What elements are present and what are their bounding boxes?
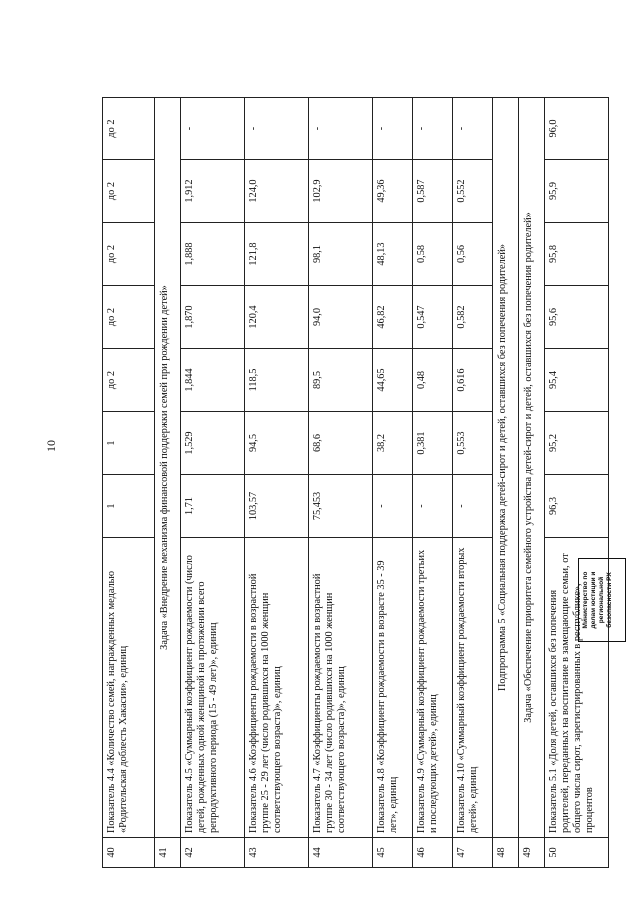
- value-cell: 48,13: [373, 223, 413, 286]
- indicator-label: Показатель 4.9 «Суммарный коэффициент рождаемости третьих и последующих детей», единиц: [413, 538, 453, 838]
- row-number: 50: [545, 838, 609, 868]
- value-cell: 120,4: [245, 286, 309, 349]
- value-cell: -: [413, 475, 453, 538]
- table-row: [519, 98, 545, 868]
- row-number: 48: [493, 838, 519, 868]
- value-cell: 1,529: [181, 412, 245, 475]
- value-cell: 94,0: [309, 286, 373, 349]
- row-number: 42: [181, 838, 245, 868]
- section-heading: Задача «Внедрение механизма финансовой поддержки семей при рождении детей»: [155, 98, 181, 838]
- table-row: [373, 98, 413, 868]
- value-cell: 44,65: [373, 349, 413, 412]
- section-heading: Подпрограмма 5 «Социальная поддержка детей-сирот и детей, оставшихся без попечения родителей»: [493, 98, 519, 838]
- value-cell: 46,82: [373, 286, 413, 349]
- value-cell: 102,9: [309, 160, 373, 223]
- row-number: 46: [413, 838, 453, 868]
- value-cell: -: [453, 475, 493, 538]
- value-cell: 1,888: [181, 223, 245, 286]
- value-cell: -: [245, 98, 309, 160]
- value-cell: 95,6: [545, 286, 609, 349]
- value-cell: 0,547: [413, 286, 453, 349]
- value-cell: 1,844: [181, 349, 245, 412]
- value-cell: 98,1: [309, 223, 373, 286]
- value-cell: до 2: [103, 286, 155, 349]
- table-row: [155, 98, 181, 868]
- value-cell: 0,58: [413, 223, 453, 286]
- value-cell: 49,36: [373, 160, 413, 223]
- row-number: 45: [373, 838, 413, 868]
- value-cell: 0,552: [453, 160, 493, 223]
- value-cell: до 2: [103, 160, 155, 223]
- value-cell: 0,582: [453, 286, 493, 349]
- value-cell: -: [181, 98, 245, 160]
- row-number: 41: [155, 838, 181, 868]
- value-cell: 121,8: [245, 223, 309, 286]
- value-cell: 0,48: [413, 349, 453, 412]
- value-cell: -: [453, 98, 493, 160]
- table-row: [413, 98, 453, 868]
- value-cell: 89,5: [309, 349, 373, 412]
- value-cell: 94,5: [245, 412, 309, 475]
- value-cell: 103,57: [245, 475, 309, 538]
- ministry-stamp: Министерство по делам юстиции и региональной безопасности РХ: [578, 558, 626, 642]
- value-cell: -: [413, 98, 453, 160]
- value-cell: до 2: [103, 223, 155, 286]
- indicator-label: Показатель 5.1 «Доля детей, оставшихся без попечения родителей, переданных на воспитание в замещающие семьи, от общего числа сирот, зарегистрированных в республике», процентов: [545, 538, 609, 838]
- value-cell: 0,587: [413, 160, 453, 223]
- row-number: 43: [245, 838, 309, 868]
- value-cell: 1,912: [181, 160, 245, 223]
- value-cell: 0,381: [413, 412, 453, 475]
- table-row: [103, 98, 155, 868]
- indicators-table: [102, 97, 609, 868]
- table-row: [245, 98, 309, 868]
- row-number: 49: [519, 838, 545, 868]
- rotated-table-container: [102, 98, 595, 868]
- value-cell: 1: [103, 475, 155, 538]
- row-number: 47: [453, 838, 493, 868]
- value-cell: -: [373, 475, 413, 538]
- table-row: [545, 98, 609, 868]
- value-cell: -: [309, 98, 373, 160]
- value-cell: 1: [103, 412, 155, 475]
- value-cell: 0,616: [453, 349, 493, 412]
- value-cell: 118,5: [245, 349, 309, 412]
- row-number: 44: [309, 838, 373, 868]
- indicator-label: Показатель 4.5 «Суммарный коэффициент рождаемости (число детей, рожденных одной женщиной на протяжении всего репродуктивного периода (15 - 49 лет)», единиц: [181, 538, 245, 838]
- value-cell: 1,71: [181, 475, 245, 538]
- value-cell: 0,553: [453, 412, 493, 475]
- table-row: [309, 98, 373, 868]
- value-cell: 1,870: [181, 286, 245, 349]
- value-cell: 75,453: [309, 475, 373, 538]
- value-cell: 95,9: [545, 160, 609, 223]
- indicator-label: Показатель 4.7 «Коэффициенты рождаемости в возрастной группе 30 - 34 лет (число родившихся на 1000 женщин соответствующего возраста)», единиц: [309, 538, 373, 838]
- indicator-label: Показатель 4.6 «Коэффициенты рождаемости в возрастной группе 25 - 29 лет (число родившихся на 1000 женщин соответствующего возраста)», единиц: [245, 538, 309, 838]
- value-cell: 95,2: [545, 412, 609, 475]
- value-cell: 124,0: [245, 160, 309, 223]
- row-number: 40: [103, 838, 155, 868]
- value-cell: до 2: [103, 349, 155, 412]
- value-cell: 95,8: [545, 223, 609, 286]
- page-number: 10: [44, 440, 58, 452]
- table-row: [181, 98, 245, 868]
- section-heading: Задача «Обеспечение приоритета семейного устройства детей-сирот и детей, оставшихся без попечения родителей»: [519, 98, 545, 838]
- indicator-label: Показатель 4.4 «Количество семей, награжденных медалью «Родительская доблесть Хакасии», единиц: [103, 538, 155, 838]
- table-row: [453, 98, 493, 868]
- value-cell: 96,3: [545, 475, 609, 538]
- indicator-label: Показатель 4.10 «Суммарный коэффициент рождаемости вторых детей», единиц: [453, 538, 493, 838]
- value-cell: 96,0: [545, 98, 609, 160]
- table-row: [493, 98, 519, 868]
- value-cell: -: [373, 98, 413, 160]
- value-cell: 68,6: [309, 412, 373, 475]
- value-cell: 0,56: [453, 223, 493, 286]
- value-cell: 95,4: [545, 349, 609, 412]
- value-cell: 38,2: [373, 412, 413, 475]
- indicator-label: Показатель 4.8 «Коэффициент рождаемости в возрасте 35 - 39 лет», единиц: [373, 538, 413, 838]
- value-cell: до 2: [103, 98, 155, 160]
